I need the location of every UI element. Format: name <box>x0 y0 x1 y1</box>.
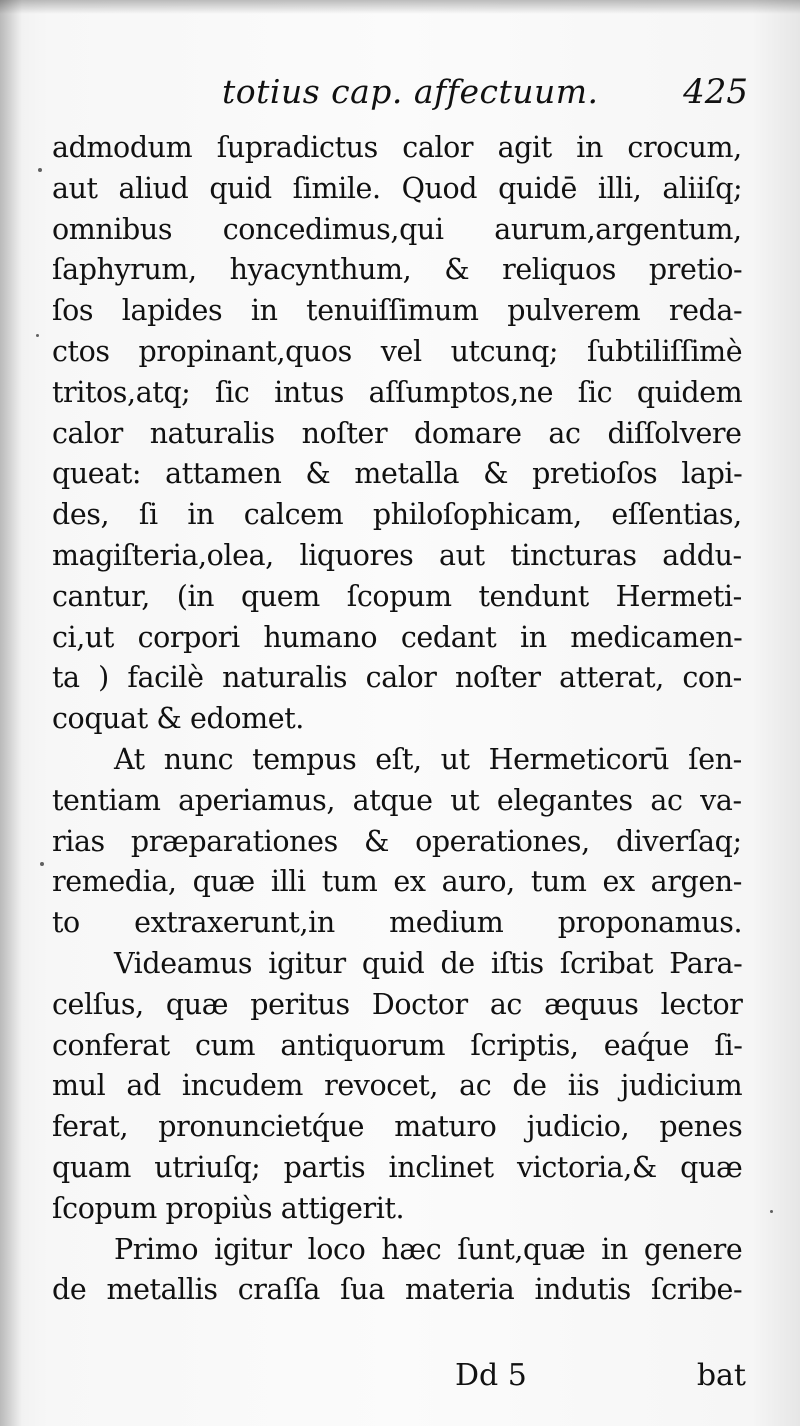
text-line: conferat cum antiquorum ſcriptis, eaq́ue ſi- <box>52 1028 743 1062</box>
text-line: At nunc tempus eſt, ut Hermeticorū ſen- <box>114 742 742 776</box>
text-line: ta ) facilè naturalis calor noſter atterat, con- <box>52 661 742 695</box>
running-head <box>0 72 800 122</box>
text-line: mul ad incudem revocet, ac de iis judicium <box>52 1069 743 1103</box>
text-line: ſos lapides in tenuiſſimum pulverem reda- <box>52 294 743 328</box>
text-line: calor naturalis noſter domare ac diſſolvere <box>52 416 742 450</box>
gutter-shadow <box>0 0 22 1426</box>
text-line: ferat, pronuncietq́ue maturo judicio, penes <box>52 1110 743 1144</box>
signature-mark: Dd 5 <box>455 1358 527 1393</box>
text-line: tentiam aperiamus, atque ut elegantes ac va- <box>52 783 742 817</box>
text-line: rias præparationes & operationes, diverſaq; <box>52 824 742 858</box>
text-line: Primo igitur loco hæc ſunt,quæ in genere <box>114 1232 743 1266</box>
ink-speck <box>36 334 39 337</box>
running-title: totius cap. affectuum. <box>222 72 599 111</box>
ink-speck <box>770 1210 773 1213</box>
text-line: ſaphyrum, hyacynthum, & reliquos pretio- <box>52 253 743 287</box>
top-edge-shadow <box>0 0 800 14</box>
text-line: ſcopum propiùs attigerit. <box>52 1191 405 1225</box>
text-line: de metallis craſſa ſua materia indutis ſcribe- <box>52 1273 743 1307</box>
text-line: Videamus igitur quid de iſtis ſcribat Para- <box>114 946 743 980</box>
body-text <box>52 128 742 1311</box>
ink-speck <box>40 862 44 866</box>
text-line: des, ſi in calcem philoſophicam, eſſentias, <box>52 498 742 532</box>
text-line: queat: attamen & metalla & pretioſos lapi- <box>52 457 743 491</box>
text-line: tritos,atq; ſic intus aſſumptos,ne ſic quidem <box>52 375 743 409</box>
page-footer <box>0 1358 800 1408</box>
text-line: quam utriuſq; partis inclinet victoria,& quæ <box>52 1150 743 1184</box>
text-line: ci,ut corpori humano cedant in medicamen- <box>52 620 743 654</box>
text-line: celſus, quæ peritus Doctor ac æquus lector <box>52 987 743 1021</box>
text-line: magiſteria,olea, liquores aut tincturas addu- <box>52 538 742 572</box>
text-line: cantur, (in quem ſcopum tendunt Hermeti- <box>52 579 742 613</box>
text-line: aut aliud quid ſimile. Quod quidē illi, aliiſq; <box>52 171 743 205</box>
text-line: omnibus concedimus,qui aurum,argentum, <box>52 212 742 246</box>
text-line: to extraxerunt,in medium proponamus. <box>52 906 743 940</box>
text-line: ctos propinant,quos vel utcunq; ſubtiliſſimè <box>52 334 743 368</box>
text-line: coquat & edomet. <box>52 702 304 736</box>
text-line: admodum ſupradictus calor agit in crocum, <box>52 131 742 164</box>
ink-speck <box>38 168 42 172</box>
catchword: bat <box>696 1358 746 1393</box>
text-line: remedia, quæ illi tum ex auro, tum ex argen- <box>52 865 742 899</box>
page-number: 425 <box>683 72 748 112</box>
